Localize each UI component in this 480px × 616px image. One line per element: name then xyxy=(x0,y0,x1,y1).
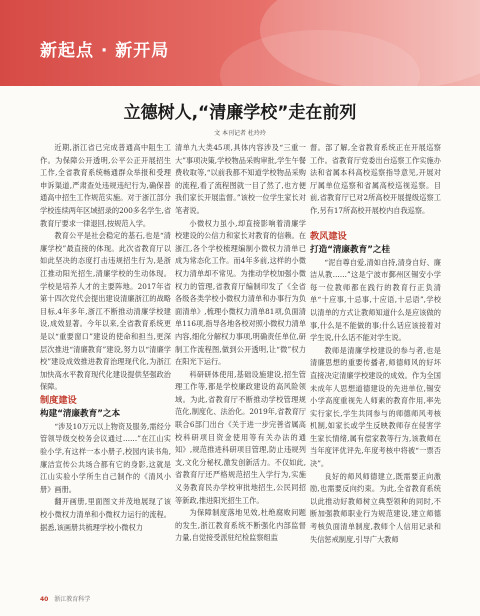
section-subheading: 打造“清廉教育”之桂 xyxy=(310,244,391,255)
article-byline: 文 本刊记者 杜玲玲 xyxy=(214,130,266,137)
paragraph: 良好的师风师德建立,既需要正向激励,也需要反向约束。为此,全省教育系统以此推动好教师树立典型领种的同时,不断加强教师职业行为规范建设,建立师德考核负面清单制度,教师个人信用记录和失信惩戒制度,引导广大教师 xyxy=(310,471,441,544)
paragraph: 清单九大类45项,具体内容涉及“三重一大”事项决策,学校物品采购审批,学生午餐费收取等,“以前我都不知道学校物品采购的流程,看了流程图就一目了然了,也方便我们家长开展监督。”该校一位学生家长对笔者说。 xyxy=(175,143,306,215)
paragraph: 为保障制度落地见效,杜绝腐败问题的发生,浙江教育系统不断强化内部监督力量,自觉接受派驻纪检监察组监 xyxy=(175,508,306,543)
section-banner xyxy=(0,0,480,86)
paragraph: 科研研体使用,基础设施建设,招生管理工作等,都是学校廉政建设的高风险领域。为此,省教育厅不断推动学校管理规范化,制度化、法治化。2019年,省教育厅联合6部门出台《关于进一步完善省属高校科研项目资金使用等有关办法的通知》,规范推进科研项目管理,防止违规列支,文化分秘权,激发创新活力。不仅如此,省教育厅还严格规范招生入学行为,实施义务教育民办学校审批地招生,公民同招等新政,推进阳光招生工作。 xyxy=(175,369,306,505)
paragraph: “泥自尊自爱,清如自持,清身自好、廉洁从教……”这是宁波市鄞州区锡安小学每一位教师都在践行的教育行正负清单“十应事,十忌事,十应语,十忌语”,学校以清单的方式让教师知道什么是应该做的事,什么是不能做的事;什么话应该接着对学生说,什么话不能对学生说。 xyxy=(310,257,441,343)
section-title: 新起点 · 新开局 xyxy=(40,41,170,61)
paragraph: 小微权力虽小,却直接影响着清廉学校建设的公信力和家长对教育的信赖。在浙江,各个学校梳理编制小微权力清单已成为常态化工作。而4年多前,这样的小微权力清单却不常见。为推动学校加强小微权力的管理,省教育厅编制印发了《全省各级各类学校小微权力清单和办事行为负面清单》,梳理小微权力清单81项,负面清单116项,指导各地各校对照小微权力清单内容,细化分解权力事项,明确责任单位,研制工作流程图,做到公开透明,让“微”权力在阳光下运行。 xyxy=(175,218,307,367)
paragraph: “涉及10万元以上物资及服务,需经分管领导级交校务会议通过……”在江山实验小学,有这样一本小册子,校园内读书角,廉洁宣传公共场合都有它的身影,这就是江山实验小学所生自己制作的《清风小册》画册。 xyxy=(40,421,171,494)
paragraph: 督。部了解,全省教育系统正在开展巡察工作。省教育厅党委出台巡察工作实施办法和省属本科高校巡察指导意见,开展对厅属单位巡察和省属高校巡视巡察。目前,省教育厅已对2所高校开展提级巡察工作,另有17所高校开展校内自我巡察。 xyxy=(310,143,441,215)
paragraph: 近期,浙江省已完成普通高中阻生工作。为保障公开透明,公平公正开展招生工作,全省教育系统畅通群众举报和受理申诉渠道,严肃查处违规违纪行为,确保普通高中招生工作规范实施。对于浙江部分学校连续两年区域招录的200多名学生,省教育厅要求一律退回,按规范入学。 xyxy=(40,143,172,228)
article-title: 立德树人,“清廉学校”走在前列 xyxy=(123,103,357,123)
column-2 xyxy=(175,142,306,545)
page-footer xyxy=(40,594,90,603)
paragraph: 教师是清廉学校建设的参与者,也是清廉思想的重要传播者,师德师风的好坏直接决定清廉学校建设的成效。作为全国未成年人思想道德建设的先进单位,锡安小学高度重视先人师素的教育作用,率先实行家长,学生共同参与的师德师风考核机制,如家长或学生反映教师存在侵害学生家长情绪,属有偿家教等行为,该教师在当年度评优评先,年度考核中将被“一票否决”。 xyxy=(310,345,441,469)
column-3 xyxy=(310,142,441,546)
journal-name: 浙江教育科学 xyxy=(54,596,91,603)
section-subheading: 构建“清廉教育”之本 xyxy=(40,408,121,419)
paragraph: 教育公平是社会稳定的基石,也是“清廉学校”最直接的体现。此次省教育厅以如此坚决的态度打击违规招生行为,是浙江推动阳光招生,清廉学校的生动体现。学校是培养人才的主要阵地。2017年省第十四次党代会提出建设清廉浙江的战略目标,4年多年,浙江不断推动清廉学校建设,成效显著。今年以来,全省教育系统更是以“重要窗口”建设的使命和担当,更深层次推进“清廉教育”建设,努力以“清廉学校”建设成效推进教育治理现代化,为浙江加快高水平教育现代化建设提供坚强政治保障。 xyxy=(40,231,171,392)
section-heading: 教风建设 xyxy=(310,230,347,242)
section-heading: 制度建设 xyxy=(40,394,77,406)
page-number: 40 xyxy=(40,596,49,603)
column-1 xyxy=(40,142,171,534)
paragraph: 翻开画册,里面图文并茂地展现了该校小微权力清单和小微权力运行的流程。据悉,该画册共梳理学校小微权力 xyxy=(40,497,171,532)
